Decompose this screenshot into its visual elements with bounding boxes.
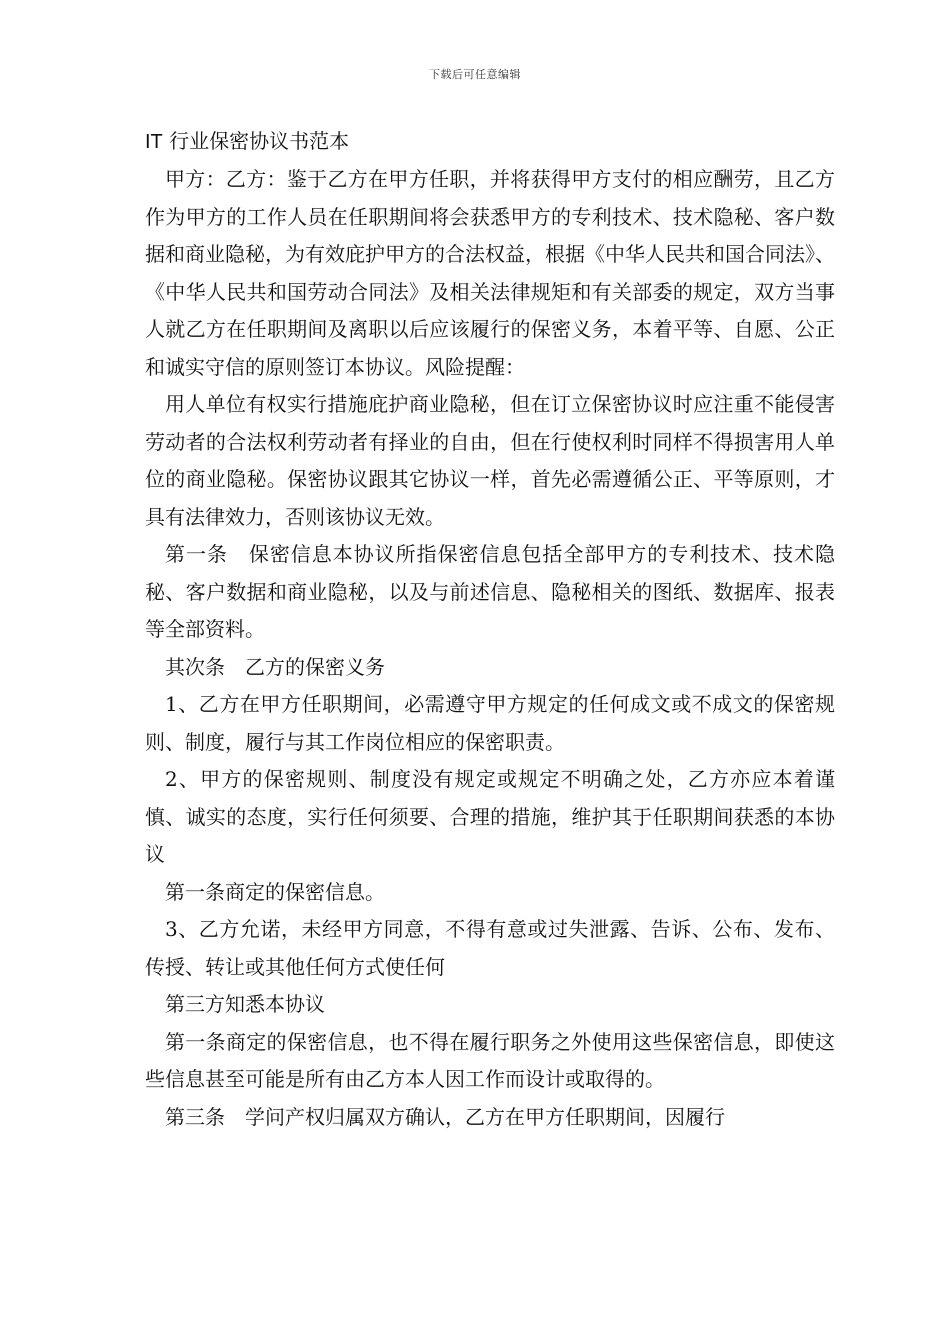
paragraph-clause-2: 2、甲方的保密规则、制度没有规定或规定不明确之处，乙方亦应本着谨慎、诚实的态度，实行任何须要、合理的措施，维护其于任职期间获悉的本协议 (145, 767, 835, 866)
document-title: IT 行业保密协议书范本 (145, 129, 350, 153)
paragraph-clause-1: 1、乙方在甲方任职期间，必需遵守甲方规定的任何成文或不成文的保密规则、制度，履行与其工作岗位相应的保密职责。 (145, 692, 835, 754)
paragraph-risk-reminder: 用人单位有权实行措施庇护商业隐秘，但在订立保密协议时应注重不能侵害劳动者的合法权利劳动者有择业的自由，但在行使权利时同样不得损害用人单位的商业隐秘。保密协议跟其它协议一样，首先必需遵循公正、平等原则，才具有法律效力，否则该协议无效。 (145, 392, 835, 529)
document-body (145, 161, 835, 1136)
header-note: 下载后可任意编辑 (429, 68, 521, 81)
paragraph-clause-3: 3、乙方允诺，未经甲方同意，不得有意或过失泄露、告诉、公布、发布、传授、转让或其他任何方式使任何 (145, 917, 835, 979)
paragraph-article-2-heading: 其次条 乙方的保密义务 (165, 654, 385, 679)
paragraph-clause-3-continued-2: 第一条商定的保密信息，也不得在履行职务之外使用这些保密信息，即使这些信息甚至可能是所有由乙方本人因工作而设计或取得的。 (145, 1029, 835, 1091)
paragraph-clause-2-continued: 第一条商定的保密信息。 (165, 879, 385, 904)
paragraph-article-1: 第一条 保密信息本协议所指保密信息包括全部甲方的专利技术、技术隐秘、客户数据和商业隐秘，以及与前述信息、隐秘相关的图纸、数据库、报表等全部资料。 (145, 542, 835, 641)
paragraph-article-3: 第三条 学问产权归属双方确认，乙方在甲方任职期间，因履行 (165, 1104, 725, 1129)
paragraph-preamble: 甲方：乙方：鉴于乙方在甲方任职，并将获得甲方支付的相应酬劳，且乙方作为甲方的工作人员在任职期间将会获悉甲方的专利技术、技术隐秘、客户数据和商业隐秘，为有效庇护甲方的合法权益，根据《中华人民共和国合同法》、《中华人民共和国劳动合同法》及相关法律规矩和有关部委的规定，双方当事人就乙方在任职期间及离职以后应该履行的保密义务，本着平等、自愿、公正和诚实守信的原则签订本协议。风险提醒： (145, 167, 835, 379)
paragraph-clause-3-continued: 第三方知悉本协议 (165, 992, 325, 1016)
